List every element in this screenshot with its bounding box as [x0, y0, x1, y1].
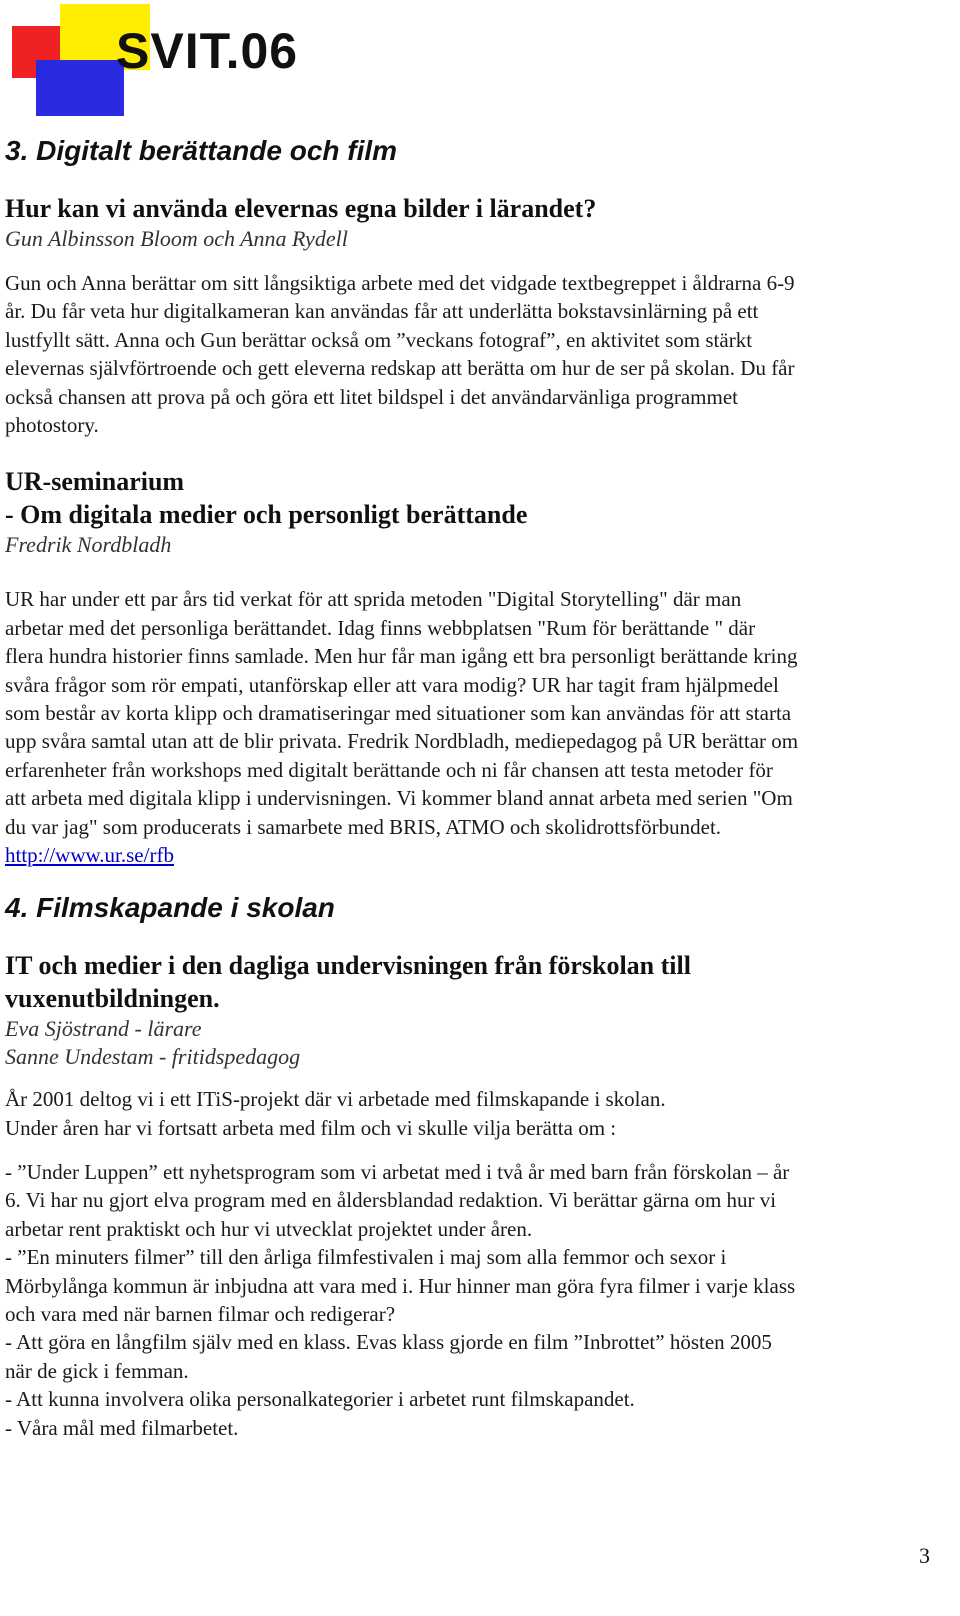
body-line: du var jag" som producerats i samarbete med BRIS, ATMO och skolidrottsförbundet.	[5, 814, 722, 839]
body-line: Under åren har vi fortsatt arbeta med film och vi skulle vilja berätta om :	[5, 1115, 617, 1140]
body-line: lustfyllt sätt. Anna och Gun berättar också om ”veckans fotograf”, en aktivitet som stärkt	[5, 327, 753, 352]
article-body	[5, 269, 950, 439]
logo-text: SVIT.06	[116, 23, 299, 79]
list-item: - ”Under Luppen” ett nyhetsprogram som vi arbetat med i två år med barn från förskolan – år	[5, 1159, 790, 1184]
body-line: erfarenheter från workshops med digitalt berättande och ni får chansen att testa metoder för	[5, 757, 773, 782]
article-author: Fredrik Nordbladh	[5, 532, 172, 558]
body-line: arbetar med det personliga berättandet. Idag finns webbplatsen "Rum för berättande " där	[5, 615, 756, 640]
article-title-line: IT och medier i den dagliga undervisningen från förskolan till	[5, 951, 691, 981]
article-title-line: UR-seminarium	[5, 467, 185, 497]
list-item: - Att göra en långfilm själv med en klass. Evas klass gjorde en film ”Inbrottet” hösten 2005	[5, 1330, 772, 1355]
article-film-in-school	[5, 949, 950, 1442]
article-title-line: vuxenutbildningen.	[5, 984, 220, 1014]
article-title-line: - Om digitala medier och personligt berättande	[5, 500, 528, 530]
body-line: År 2001 deltog vi i ett ITiS-projekt där vi arbetade med filmskapande i skolan.	[5, 1087, 666, 1112]
body-line: elevernas självförtroende och gett eleverna redskap att berätta om hur de ser på skolan. Du får	[5, 356, 795, 381]
body-line: flera hundra historier finns samlade. Men hur får man igång ett bra personligt berättande kring	[5, 644, 798, 669]
body-line: att arbeta med digitala klipp i undervisningen. Vi kommer bland annat arbeta med serien "Om	[5, 786, 793, 811]
article-body	[5, 585, 950, 869]
article-title: Hur kan vi använda elevernas egna bilder i lärandet?	[5, 194, 597, 223]
article-author: Gun Albinsson Bloom och Anna Rydell	[5, 226, 348, 251]
list-item: arbetar rent praktiskt och hur vi utvecklat projektet under åren.	[5, 1216, 533, 1241]
page-number: 3	[919, 1543, 930, 1568]
list-item: Mörbylånga kommun är inbjudna att vara med i. Hur hinner man göra fyra filmer i varje klass	[5, 1273, 796, 1298]
section-4-title: 4. Filmskapande i skolan	[5, 892, 335, 924]
list-item: - Våra mål med filmarbetet.	[5, 1415, 239, 1440]
list-item: - Att kunna involvera olika personalkategorier i arbetet runt filmskapandet.	[5, 1387, 635, 1412]
ur-rfb-link[interactable]: http://www.ur.se/rfb	[5, 843, 174, 868]
article-ur-seminar	[5, 465, 950, 869]
list-item: - ”En minuters filmer” till den årliga filmfestivalen i maj som alla femmor och sexor i	[5, 1245, 727, 1270]
article-own-images	[5, 192, 950, 439]
list-item: och vara med när barnen filmar och redigerar?	[5, 1301, 396, 1326]
body-line: år. Du får veta hur digitalkameran kan användas får att underlätta bokstavsinlärning på ett	[5, 299, 759, 324]
body-line: upp svåra samtal utan att de blir privata. Fredrik Nordbladh, mediepedagog på UR berättar om	[5, 729, 799, 754]
section-3-title: 3. Digitalt berättande och film	[5, 135, 398, 166]
article-author: Eva Sjöstrand - lärare	[5, 1016, 202, 1042]
body-line: UR har under ett par års tid verkat för att sprida metoden "Digital Storytelling" där man	[5, 587, 742, 612]
list-item: 6. Vi har nu gjort elva program med en åldersblandad redaktion. Vi berättar gärna om hur vi	[5, 1188, 777, 1213]
article-list	[5, 1158, 950, 1442]
body-line: som består av korta klipp och dramatiseringar med situationer som kan användas för att starta	[5, 701, 792, 726]
list-item: när de gick i femman.	[5, 1358, 189, 1383]
logo-blue-square	[36, 60, 124, 116]
body-line: svåra frågor som rör empati, utanförskap eller att vara modig? UR har tagit fram hjälpmedel	[5, 672, 779, 697]
body-line: också chansen att prova på och göra ett litet bildspel i det användarvänliga programmet	[5, 384, 738, 409]
body-line: Gun och Anna berättar om sitt långsiktiga arbete med det vidgade textbegreppet i åldrarna 6-9	[5, 271, 795, 295]
article-intro	[5, 1085, 950, 1142]
body-line: photostory.	[5, 413, 99, 438]
svit-logo	[8, 4, 308, 116]
article-author: Sanne Undestam - fritidspedagog	[5, 1044, 301, 1070]
page-content	[5, 130, 950, 1442]
